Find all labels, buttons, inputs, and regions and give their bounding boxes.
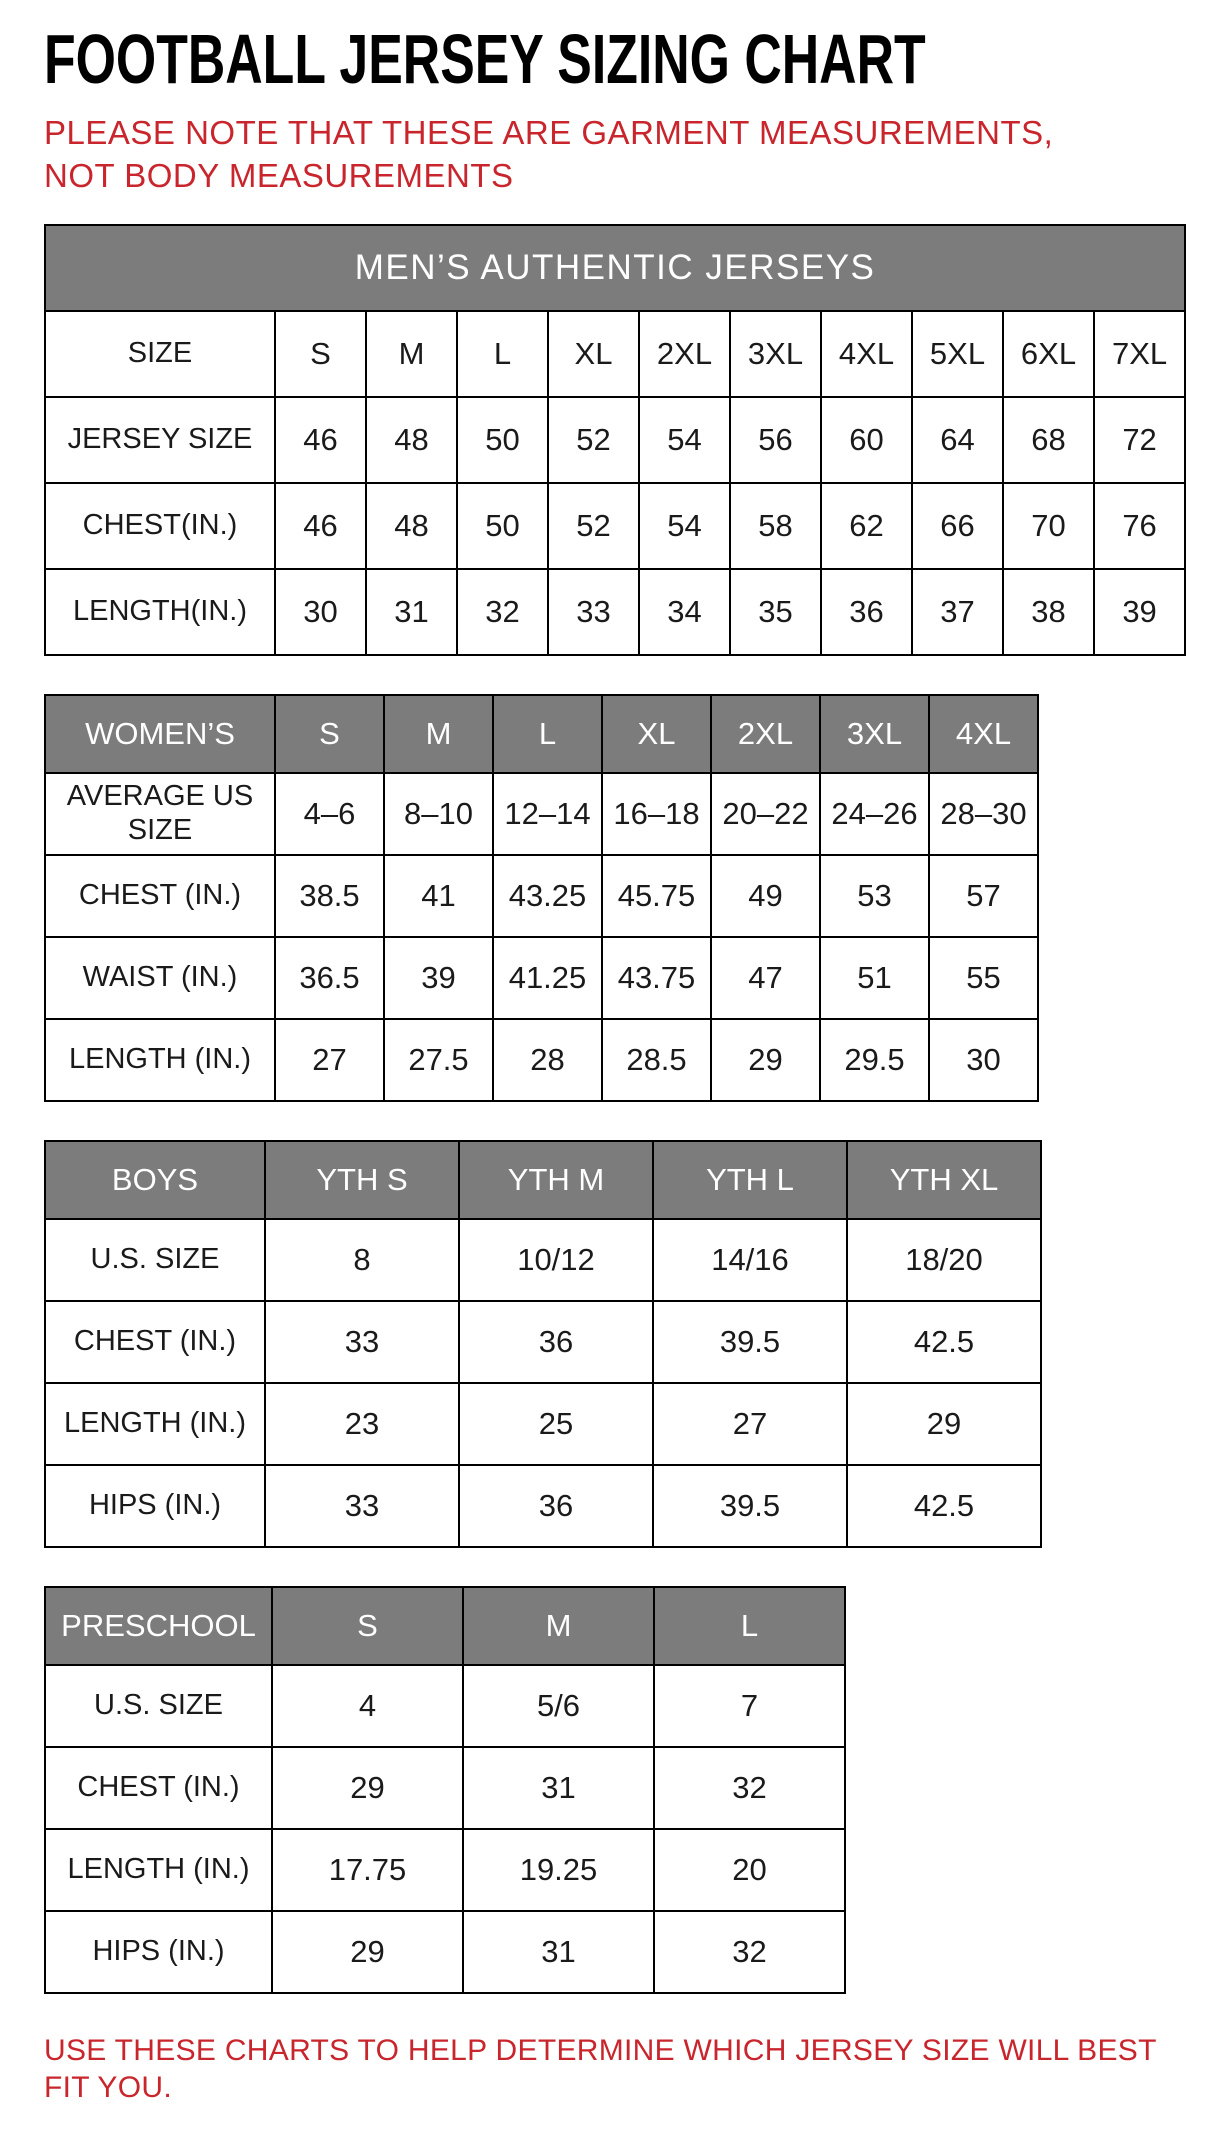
value-cell: 48 — [366, 397, 457, 483]
size-header-cell: YTH L — [653, 1141, 847, 1219]
size-header-cell: YTH M — [459, 1141, 653, 1219]
value-cell: 20 — [654, 1829, 845, 1911]
row-label-cell: CHEST(IN.) — [45, 483, 275, 569]
size-header-cell: 2XL — [711, 695, 820, 773]
size-header-cell: S — [272, 1587, 463, 1665]
page-title: FOOTBALL JERSEY SIZING CHART — [44, 20, 926, 98]
size-header-cell: YTH S — [265, 1141, 459, 1219]
value-cell: S — [275, 311, 366, 397]
value-cell: 4XL — [821, 311, 912, 397]
table-row — [45, 937, 1038, 1019]
row-label-cell: CHEST (IN.) — [45, 1747, 272, 1829]
value-cell: 33 — [265, 1301, 459, 1383]
garment-measurements-note: PLEASE NOTE THAT THESE ARE GARMENT MEASUREMENTS, NOT BODY MEASUREMENTS — [44, 114, 1054, 194]
mens-sizing-table — [44, 224, 1186, 656]
value-cell: L — [457, 311, 548, 397]
row-label-cell: LENGTH (IN.) — [45, 1383, 265, 1465]
value-cell: 2XL — [639, 311, 730, 397]
table-header-label: WOMEN’S — [45, 695, 275, 773]
value-cell: 4 — [272, 1665, 463, 1747]
size-header-cell: M — [463, 1587, 654, 1665]
table-title: MEN’S AUTHENTIC JERSEYS — [45, 225, 1185, 311]
table-header-label: BOYS — [45, 1141, 265, 1219]
row-label-cell: HIPS (IN.) — [45, 1911, 272, 1993]
table-header-label: PRESCHOOL — [45, 1587, 272, 1665]
table-row — [45, 397, 1185, 483]
size-header-cell: XL — [602, 695, 711, 773]
value-cell: 8 — [265, 1219, 459, 1301]
table-row — [45, 483, 1185, 569]
size-header-cell: M — [384, 695, 493, 773]
table-row — [45, 773, 1038, 855]
value-cell: 24–26 — [820, 773, 929, 855]
row-label-cell: CHEST (IN.) — [45, 855, 275, 937]
value-cell: 29 — [272, 1911, 463, 1993]
value-cell: 53 — [820, 855, 929, 937]
value-cell: 30 — [929, 1019, 1038, 1101]
table-row — [45, 1019, 1038, 1101]
value-cell: 64 — [912, 397, 1003, 483]
row-label-cell: CHEST (IN.) — [45, 1301, 265, 1383]
value-cell: 4–6 — [275, 773, 384, 855]
value-cell: XL — [548, 311, 639, 397]
value-cell: 29 — [272, 1747, 463, 1829]
table-row — [45, 1747, 845, 1829]
value-cell: 28 — [493, 1019, 602, 1101]
value-cell: 38 — [1003, 569, 1094, 655]
boys-sizing-table — [44, 1140, 1042, 1548]
value-cell: 28.5 — [602, 1019, 711, 1101]
value-cell: 39 — [384, 937, 493, 1019]
value-cell: 55 — [929, 937, 1038, 1019]
table-row — [45, 1665, 845, 1747]
value-cell: 54 — [639, 397, 730, 483]
size-header-cell: S — [275, 695, 384, 773]
value-cell: 37 — [912, 569, 1003, 655]
value-cell: 29 — [711, 1019, 820, 1101]
value-cell: 46 — [275, 397, 366, 483]
value-cell: 10/12 — [459, 1219, 653, 1301]
row-label-cell: LENGTH (IN.) — [45, 1019, 275, 1101]
value-cell: 30 — [275, 569, 366, 655]
size-header-cell: YTH XL — [847, 1141, 1041, 1219]
value-cell: 33 — [265, 1465, 459, 1547]
value-cell: 17.75 — [272, 1829, 463, 1911]
value-cell: 41.25 — [493, 937, 602, 1019]
value-cell: 16–18 — [602, 773, 711, 855]
value-cell: 39 — [1094, 569, 1185, 655]
value-cell: 68 — [1003, 397, 1094, 483]
value-cell: 14/16 — [653, 1219, 847, 1301]
table-row — [45, 1911, 845, 1993]
value-cell: 38.5 — [275, 855, 384, 937]
value-cell: 7 — [654, 1665, 845, 1747]
row-label-cell: SIZE — [45, 311, 275, 397]
value-cell: 31 — [463, 1747, 654, 1829]
value-cell: 29 — [847, 1383, 1041, 1465]
value-cell: 6XL — [1003, 311, 1094, 397]
value-cell: 29.5 — [820, 1019, 929, 1101]
value-cell: 32 — [654, 1747, 845, 1829]
value-cell: 39.5 — [653, 1465, 847, 1547]
value-cell: 76 — [1094, 483, 1185, 569]
table-row — [45, 1219, 1041, 1301]
size-header-cell: 3XL — [820, 695, 929, 773]
table-row — [45, 1383, 1041, 1465]
value-cell: 45.75 — [602, 855, 711, 937]
value-cell: 41 — [384, 855, 493, 937]
row-label-cell: U.S. SIZE — [45, 1665, 272, 1747]
value-cell: 3XL — [730, 311, 821, 397]
value-cell: M — [366, 311, 457, 397]
value-cell: 7XL — [1094, 311, 1185, 397]
value-cell: 20–22 — [711, 773, 820, 855]
value-cell: 23 — [265, 1383, 459, 1465]
value-cell: 70 — [1003, 483, 1094, 569]
value-cell: 32 — [457, 569, 548, 655]
table-row — [45, 311, 1185, 397]
value-cell: 25 — [459, 1383, 653, 1465]
value-cell: 52 — [548, 397, 639, 483]
row-label-cell: LENGTH (IN.) — [45, 1829, 272, 1911]
value-cell: 32 — [654, 1911, 845, 1993]
value-cell: 27.5 — [384, 1019, 493, 1101]
value-cell: 39.5 — [653, 1301, 847, 1383]
value-cell: 5XL — [912, 311, 1003, 397]
value-cell: 36 — [459, 1465, 653, 1547]
value-cell: 36.5 — [275, 937, 384, 1019]
value-cell: 56 — [730, 397, 821, 483]
value-cell: 8–10 — [384, 773, 493, 855]
value-cell: 31 — [366, 569, 457, 655]
value-cell: 18/20 — [847, 1219, 1041, 1301]
value-cell: 36 — [459, 1301, 653, 1383]
value-cell: 42.5 — [847, 1465, 1041, 1547]
value-cell: 19.25 — [463, 1829, 654, 1911]
value-cell: 57 — [929, 855, 1038, 937]
value-cell: 31 — [463, 1911, 654, 1993]
table-row — [45, 569, 1185, 655]
value-cell: 47 — [711, 937, 820, 1019]
value-cell: 33 — [548, 569, 639, 655]
size-header-cell: 4XL — [929, 695, 1038, 773]
row-label-cell: HIPS (IN.) — [45, 1465, 265, 1547]
row-label-cell: JERSEY SIZE — [45, 397, 275, 483]
value-cell: 43.75 — [602, 937, 711, 1019]
row-label-cell: LENGTH(IN.) — [45, 569, 275, 655]
size-header-cell: L — [493, 695, 602, 773]
value-cell: 49 — [711, 855, 820, 937]
value-cell: 58 — [730, 483, 821, 569]
value-cell: 48 — [366, 483, 457, 569]
table-row — [45, 1465, 1041, 1547]
value-cell: 36 — [821, 569, 912, 655]
value-cell: 52 — [548, 483, 639, 569]
row-label-cell: WAIST (IN.) — [45, 937, 275, 1019]
value-cell: 66 — [912, 483, 1003, 569]
size-header-cell: L — [654, 1587, 845, 1665]
value-cell: 42.5 — [847, 1301, 1041, 1383]
row-label-cell: U.S. SIZE — [45, 1219, 265, 1301]
value-cell: 5/6 — [463, 1665, 654, 1747]
value-cell: 60 — [821, 397, 912, 483]
value-cell: 51 — [820, 937, 929, 1019]
value-cell: 72 — [1094, 397, 1185, 483]
row-label-cell: AVERAGE US SIZE — [45, 773, 275, 855]
table-row — [45, 1829, 845, 1911]
value-cell: 35 — [730, 569, 821, 655]
table-row — [45, 1301, 1041, 1383]
preschool-sizing-table — [44, 1586, 846, 1994]
fit-guidance-note: USE THESE CHARTS TO HELP DETERMINE WHICH JERSEY SIZE WILL BEST FIT YOU. — [44, 2033, 1157, 2105]
value-cell: 54 — [639, 483, 730, 569]
value-cell: 50 — [457, 483, 548, 569]
value-cell: 62 — [821, 483, 912, 569]
value-cell: 34 — [639, 569, 730, 655]
value-cell: 43.25 — [493, 855, 602, 937]
value-cell: 12–14 — [493, 773, 602, 855]
value-cell: 27 — [275, 1019, 384, 1101]
value-cell: 28–30 — [929, 773, 1038, 855]
womens-sizing-table — [44, 694, 1039, 1102]
value-cell: 27 — [653, 1383, 847, 1465]
value-cell: 46 — [275, 483, 366, 569]
value-cell: 50 — [457, 397, 548, 483]
table-row — [45, 855, 1038, 937]
